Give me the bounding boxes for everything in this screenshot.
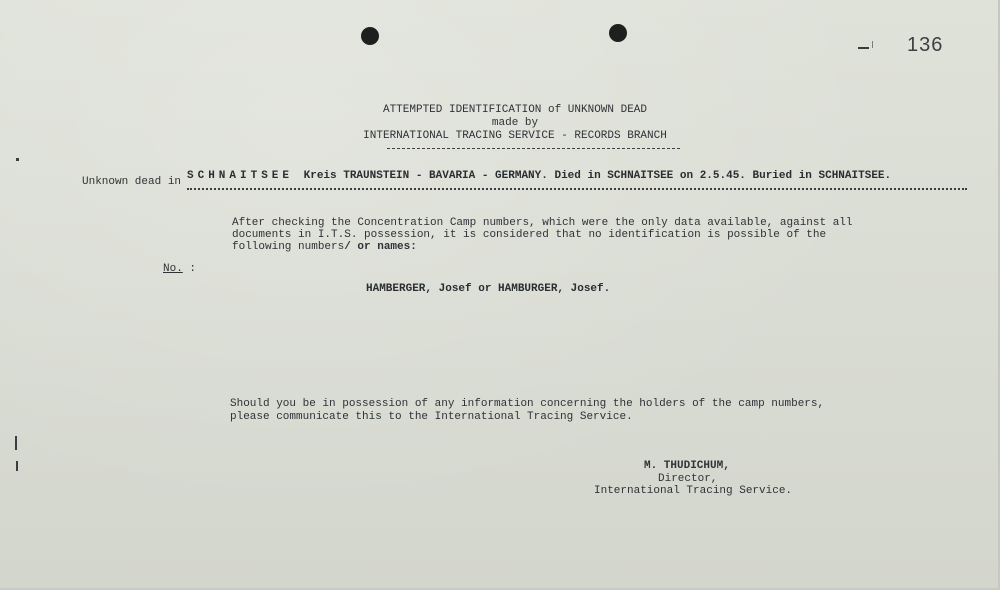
numbers-label-text: No. — [163, 263, 183, 275]
title-line-2: made by — [491, 117, 539, 129]
punch-hole — [609, 24, 627, 42]
unknown-dead-label: Unknown dead in — [82, 176, 182, 188]
paragraph-line — [232, 241, 853, 253]
paragraph-text: following numbers — [232, 241, 345, 253]
information-request-paragraph — [230, 398, 824, 424]
signatory-organization: International Tracing Service. — [594, 485, 793, 497]
numbers-label — [163, 263, 196, 275]
margin-mark — [858, 47, 869, 49]
edge-speck — [16, 461, 18, 471]
checking-paragraph — [232, 217, 853, 253]
dotted-fill-line — [187, 188, 967, 190]
names-label: / or names: — [344, 241, 417, 253]
paragraph-line: Should you be in possession of any information concerning the holders of the camp numbers, — [230, 398, 825, 410]
edge-speck — [15, 436, 17, 450]
margin-mark — [872, 41, 873, 48]
title-line-1: ATTEMPTED IDENTIFICATION of UNKNOWN DEAD — [382, 104, 648, 116]
paragraph-line: After checking the Concentration Camp numbers, which were the only data available, against all — [232, 217, 853, 229]
signature-block — [594, 460, 793, 498]
signatory-name: M. THUDICHUM, — [644, 460, 730, 472]
place-details: Kreis TRAUNSTEIN - BAVARIA - GERMANY. Died in SCHNAITSEE on 2.5.45. Buried in SCHNAITSEE. — [303, 170, 892, 182]
edge-speck — [16, 158, 19, 161]
burial-place-line — [187, 170, 891, 182]
signatory-title: Director, — [658, 472, 718, 485]
paragraph-line: documents in I.T.S. possession, it is considered that no identification is possible of the — [232, 229, 827, 241]
numbers-label-colon: : — [189, 263, 197, 275]
title-underline — [387, 148, 680, 149]
names-value: HAMBERGER, Josef or HAMBURGER, Josef. — [366, 283, 611, 295]
paragraph-line: please communicate this to the International Tracing Service. — [230, 411, 633, 423]
page-number: 136 — [907, 34, 944, 56]
punch-hole — [361, 27, 379, 45]
place-name: SCHNAITSEE — [187, 170, 294, 182]
title-line-3: INTERNATIONAL TRACING SERVICE - RECORDS BRANCH — [363, 130, 667, 142]
document-title — [340, 104, 690, 143]
